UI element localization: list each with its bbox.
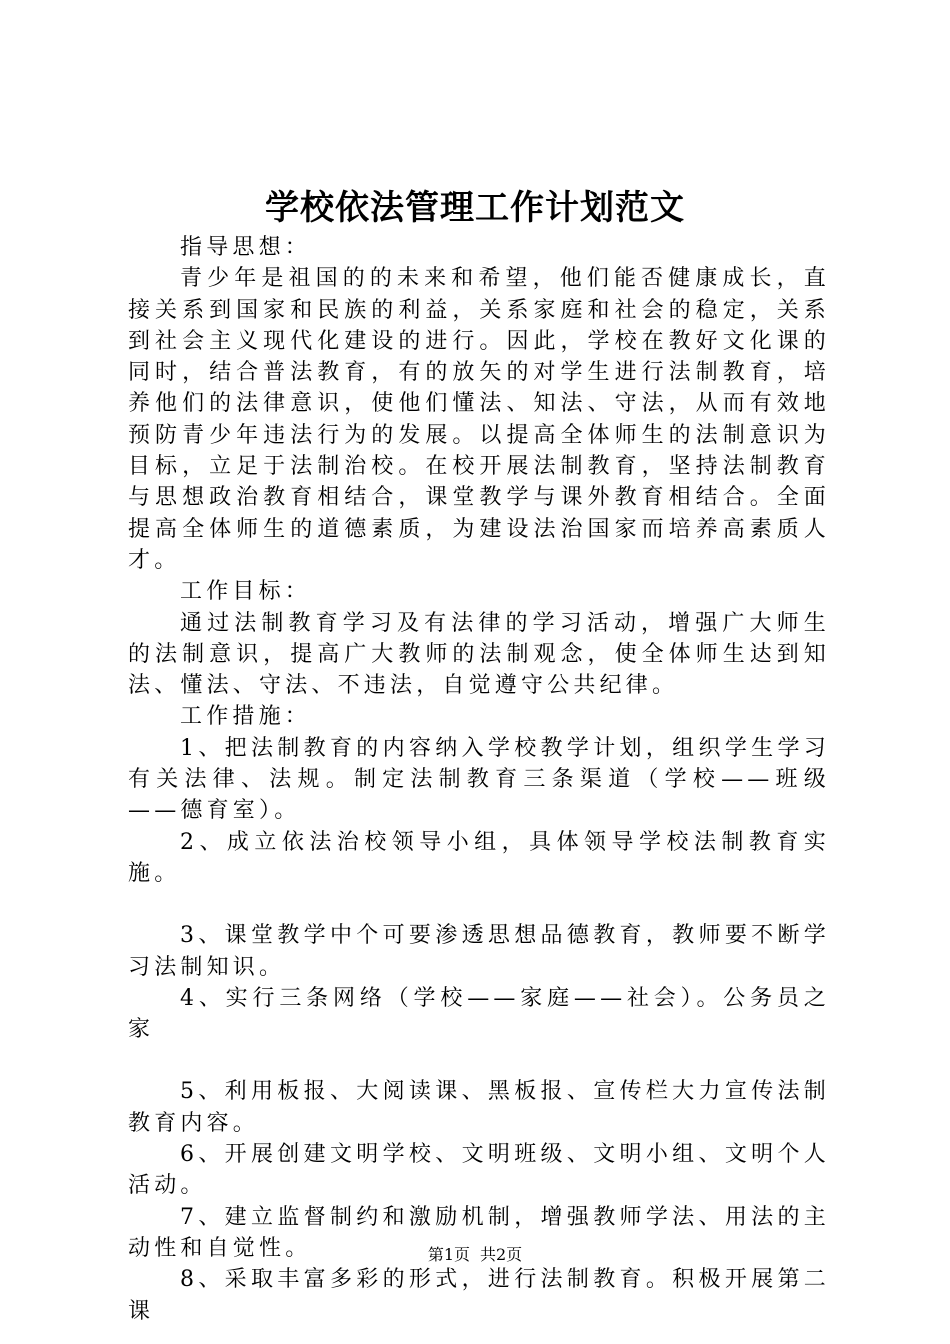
page-total: 共2页 xyxy=(480,1245,523,1264)
page-number: 第1页 xyxy=(427,1245,470,1264)
measure-item-7: 7、建立监督制约和激励机制，增强教师学法、用法的主动性和自觉性。 xyxy=(128,1204,830,1261)
page-footer xyxy=(0,1243,950,1267)
measure-item-3: 3、课堂教学中个可要渗透思想品德教育，教师要不断学习法制知识。 xyxy=(128,923,830,980)
measure-item-8: 8、采取丰富多彩的形式，进行法制教育。积极开展第二课 xyxy=(128,1267,830,1324)
heading-work-measures: 工作措施： xyxy=(180,704,312,730)
heading-work-goal: 工作目标： xyxy=(180,579,312,605)
measure-item-5: 5、利用板报、大阅读课、黑板报、宣传栏大力宣传法制教育内容。 xyxy=(128,1079,830,1136)
measure-item-1: 1、把法制教育的内容纳入学校教学计划，组织学生学习有关法律、法规。制定法制教育三条渠道（学校——班级——德育室）。 xyxy=(128,735,830,824)
paragraph-work-goal: 通过法制教育学习及有法律的学习活动，增强广大师生的法制意识，提高广大教师的法制观念，使全体师生达到知法、懂法、守法、不违法，自觉遵守公共纪律。 xyxy=(128,610,830,699)
document-body xyxy=(128,232,830,1327)
measure-item-2: 2、成立依法治校领导小组，具体领导学校法制教育实施。 xyxy=(128,829,830,886)
heading-guiding-thought: 指导思想： xyxy=(180,235,312,260)
measure-item-4: 4、实行三条网络（学校——家庭——社会）。公务员之家 xyxy=(128,985,830,1043)
measure-item-6: 6、开展创建文明学校、文明班级、文明小组、文明个人活动。 xyxy=(128,1142,830,1199)
document-title: 学校依法管理工作计划范文 xyxy=(265,188,685,228)
paragraph-guiding-thought: 青少年是祖国的的未来和希望，他们能否健康成长，直接关系到国家和民族的利益，关系家庭和社会的稳定，关系到社会主义现代化建设的进行。因此，学校在教好文化课的同时，结合普法教育，有的放矢的对学生进行法制教育，培养他们的法律意识，使他们懂法、知法、守法，从而有效地预防青少年违法行为的发展。以提高全体师生的法制意识为目标，立足于法制治校。在校开展法制教育，坚持法制教育与思想政治教育相结合，课堂教学与课外教育相结合。全面提高全体师生的道德素质，为建设法治国家而培养高素质人才。 xyxy=(128,266,830,573)
